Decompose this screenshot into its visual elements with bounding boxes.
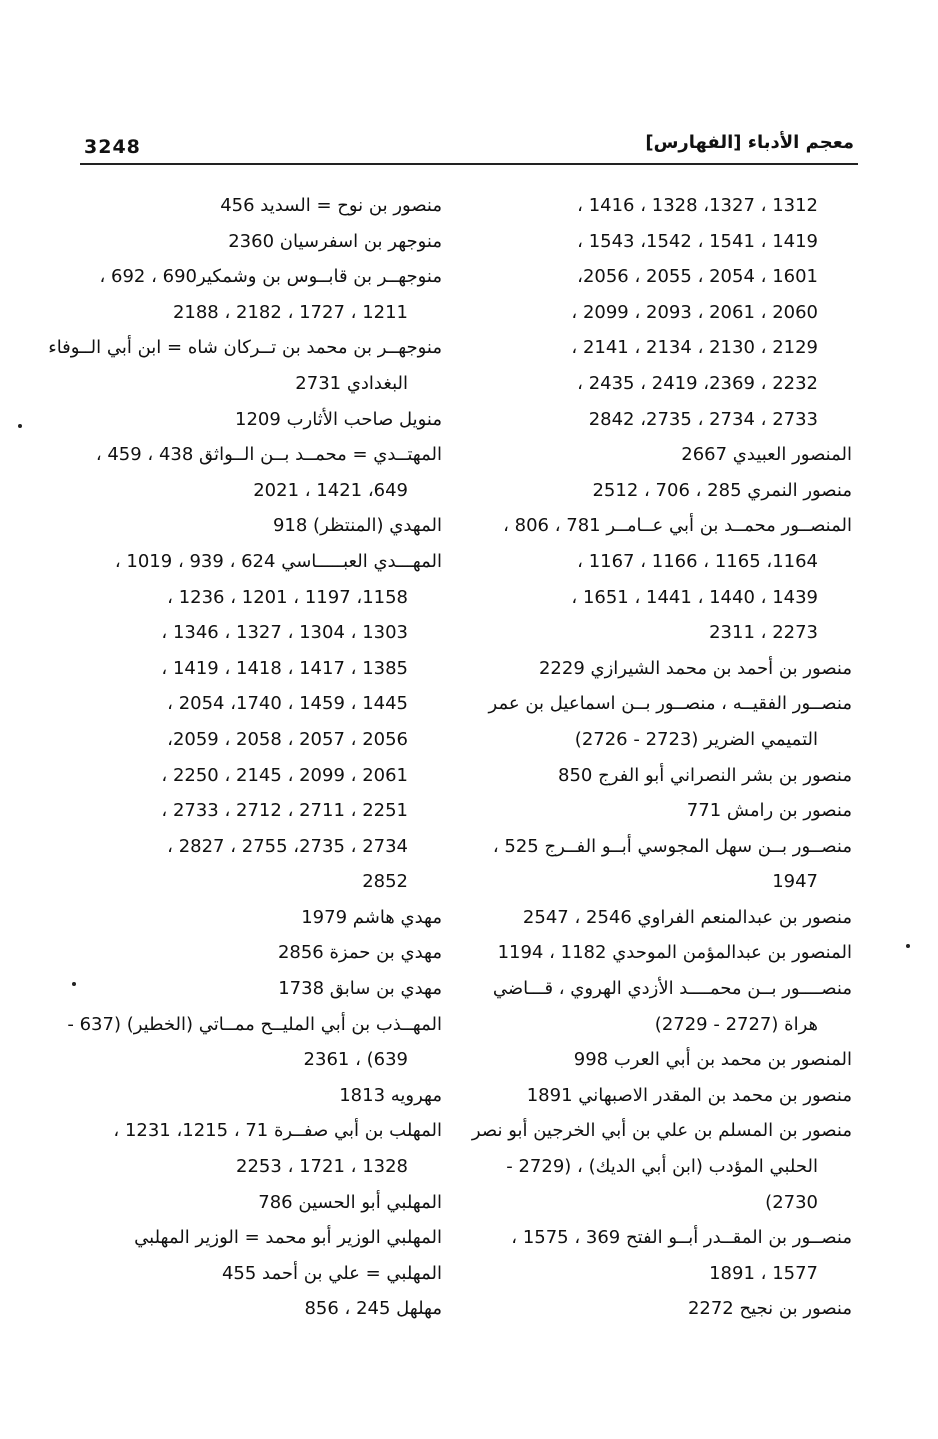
index-entry: منصور بن بشر النصراني أبو الفرج 850 — [558, 764, 852, 786]
index-entry: منوجهــر بن قابــوس بن وشمكير690 ، 692 ، — [99, 266, 442, 288]
index-entry: منصــور بــن سهل المجوسي أبــو الفــرج 525 ، — [492, 835, 852, 857]
index-entry-continuation: 2273 ، 2311 — [709, 622, 818, 644]
index-entry: المنصور العبيدي 2667 — [681, 444, 852, 466]
scan-speck — [72, 982, 76, 986]
index-entry-continuation: 1303 ، 1304 ، 1327 ، 1346 ، — [161, 622, 408, 644]
index-entry-continuation: الحلبي المؤدب (ابن أبي الديك) ، (2729 - — [506, 1156, 818, 1178]
scan-speck — [906, 944, 910, 948]
index-entry: منصور بن نجيح 2272 — [687, 1298, 852, 1320]
index-entry-continuation: 2060 ، 2061 ، 2093 ، 2099 ، — [571, 301, 818, 323]
index-entry: منصور بن المسلم بن علي بن أبي الخرجين أبو نصر — [471, 1120, 852, 1142]
index-entry: منصــور الفقيــه ، منصــور بــن اسماعيل بن عمر — [488, 693, 852, 715]
index-entry: منصور بن أحمد بن محمد الشيرازي 2229 — [538, 657, 852, 679]
index-entry: المهــذب بن أبي المليــح ممــاتي (الخطير) (637 - — [67, 1013, 442, 1035]
index-entry: المنصور بن عبدالمؤمن الموحدي 1182 ، 1194 — [497, 942, 852, 964]
index-entry: مهدي بن حمزة 2856 — [277, 942, 442, 964]
index-entry: منصور النمري 285 ، 706 ، 2512 — [592, 479, 852, 501]
scan-speck — [18, 424, 22, 428]
index-entry: المهلبي = علي بن أحمد 455 — [221, 1262, 442, 1284]
index-entry: مهدي بن سابق 1738 — [278, 978, 442, 1000]
index-entry-continuation: 1211 ، 1727 ، 2182 ، 2188 — [172, 301, 408, 323]
index-entry-continuation: 2129 ، 2130 ، 2134 ، 2141 ، — [571, 337, 818, 359]
index-entry: المهلب بن أبي صفــرة 71 ، 1215، 1231 ، — [113, 1120, 442, 1142]
index-entry-continuation: 639) ، 2361 — [303, 1049, 408, 1071]
index-entry: المهلبي أبو الحسين 786 — [258, 1191, 442, 1213]
index-entry: المنصور بن محمد بن أبي العرب 998 — [573, 1049, 852, 1071]
page-number: 3248 — [84, 136, 141, 158]
index-entry: مهرويه 1813 — [339, 1084, 442, 1106]
index-entry-continuation: 1947 — [772, 871, 818, 893]
index-entry-continuation: 1601 ، 2054 ، 2055 ، 2056، — [577, 266, 818, 288]
index-entry: مهلهل 245 ، 856 — [304, 1298, 442, 1320]
index-entry: منويل صاحب الأثارب 1209 — [235, 408, 442, 430]
index-entry: منصور بن محمد بن المقدر الاصبهاني 1891 — [526, 1084, 852, 1106]
index-entry-continuation: 2251 ، 2711 ، 2712 ، 2733 ، — [161, 800, 408, 822]
index-entry: المهلبي الوزير أبو محمد = الوزير المهلبي — [134, 1227, 442, 1249]
index-entry-continuation: هراة (2727 - 2729) — [654, 1013, 818, 1035]
index-entry-continuation: 2061 ، 2099 ، 2145 ، 2250 ، — [161, 764, 408, 786]
index-entry: المهـــدي العبـــــاسي 624 ، 939 ، 1019 ، — [114, 550, 442, 572]
index-entry-continuation: 1385 ، 1417 ، 1418 ، 1419 ، — [161, 657, 408, 679]
index-entry: منصــور بن المقــدر أبــو الفتح 369 ، 1575 ، — [511, 1227, 852, 1249]
index-entry-continuation: 2232 ، 2369، 2419 ، 2435 ، — [577, 372, 818, 394]
index-entry: المهتــدي = محمــد بــن الــواثق 438 ، 459 ، — [95, 444, 442, 466]
index-entry: منوجهر بن اسفرسيان 2360 — [228, 230, 442, 252]
left-column — [48, 188, 442, 1327]
index-entry-continuation: 2733 ، 2734 ، 2735، 2842 — [588, 408, 818, 430]
index-entry: المنصــور محمــد بن أبي عــامــر 781 ، 806 ، — [503, 515, 852, 537]
index-entry: منصور بن عبدالمنعم الفراوي 2546 ، 2547 — [522, 906, 852, 928]
index-entry-continuation: 1158، 1197 ، 1201 ، 1236 ، — [167, 586, 408, 608]
index-entry-continuation: 1445 ، 1459 ، 1740، 2054 ، — [167, 693, 408, 715]
index-entry-continuation: 1439 ، 1440 ، 1441 ، 1651 ، — [571, 586, 818, 608]
index-entry: منوجهــر بن محمد بن تــركان شاه = ابن أبي الــوفاء — [48, 337, 442, 359]
index-entry: منصور بن رامش 771 — [686, 800, 852, 822]
index-entry-continuation: 2056 ، 2057 ، 2058 ، 2059، — [167, 728, 408, 750]
index-entry-continuation: 2730) — [765, 1191, 818, 1213]
index-entry: منصور بن نوح = السديد 456 — [220, 195, 442, 216]
right-column — [471, 188, 852, 1327]
index-entry-continuation: 1164، 1165 ، 1166 ، 1167 ، — [577, 550, 818, 572]
index-entry-continuation: 1328 ، 1721 ، 2253 — [236, 1156, 408, 1178]
running-title: معجم الأدباء [الفهارس] — [645, 132, 854, 153]
index-entry-continuation: 649، 1421 ، 2021 — [253, 479, 408, 501]
index-entry-continuation: البغدادي 2731 — [295, 372, 408, 394]
index-entry-continuation: 1577 ، 1891 — [709, 1262, 818, 1284]
index-entry: مهدي هاشم 1979 — [301, 906, 442, 928]
index-entry-continuation: 1312 ، 1327، 1328 ، 1416 ، — [577, 195, 818, 216]
header-rule — [80, 163, 858, 165]
index-entry-continuation: 1419 ، 1541 ، 1542، 1543 ، — [577, 230, 818, 252]
index-entry: المهدي (المنتظر) 918 — [272, 515, 442, 537]
index-entry-continuation: التميمي الضرير (2723 - 2726) — [574, 728, 818, 750]
index-entry-continuation: 2734 ، 2735، 2755 ، 2827 ، — [167, 835, 408, 857]
index-entry: منصــــور بــن محمــــد الأزدي الهروي ، قـــاضي — [492, 978, 852, 1000]
index-entry-continuation: 2852 — [362, 871, 408, 893]
